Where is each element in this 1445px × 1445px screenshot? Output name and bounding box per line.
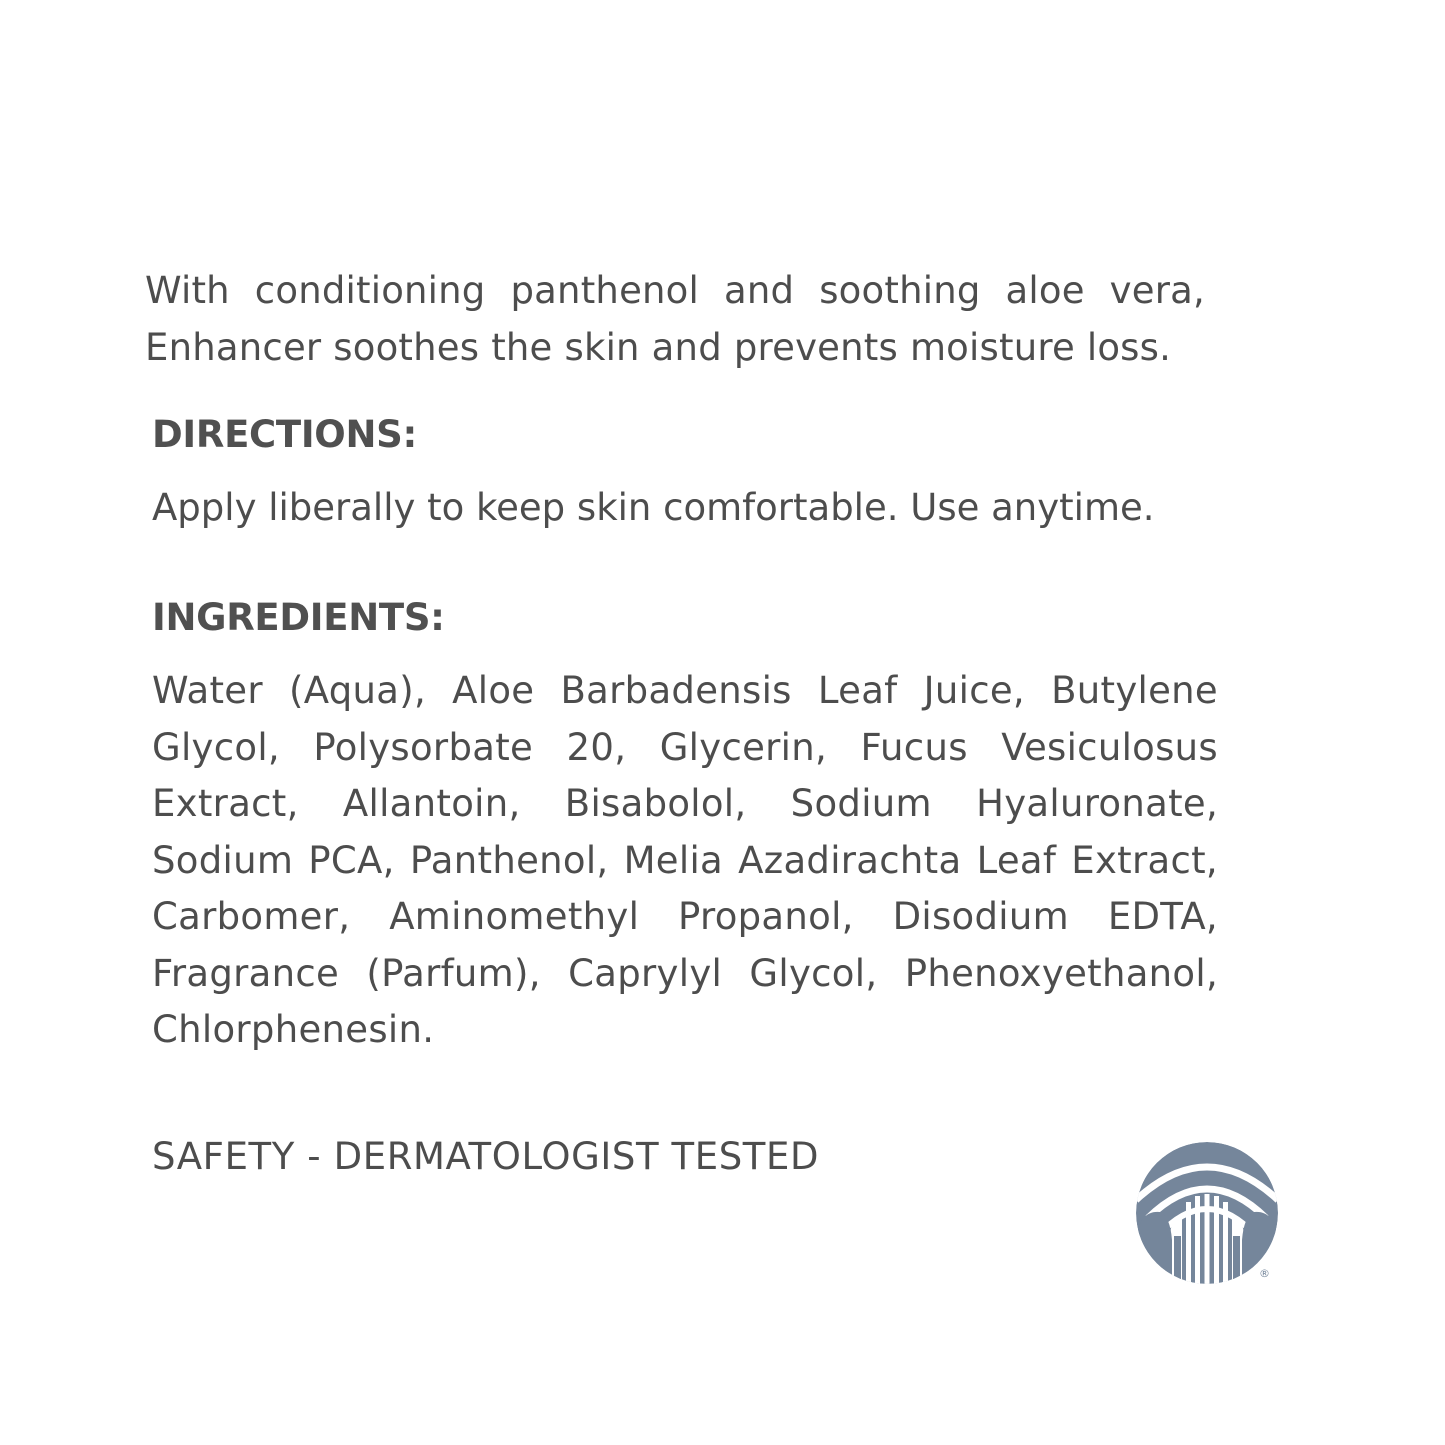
- product-description: With conditioning panthenol and soothing aloe vera, Enhancer soothes the skin and prevents moisture loss.: [145, 269, 1205, 369]
- ingredients-heading: INGREDIENTS:: [152, 596, 445, 639]
- ingredients-list: Water (Aqua), Aloe Barbadensis Leaf Juice, Butylene Glycol, Polysorbate 20, Glycerin, Fucus Vesiculosus Extract, Allantoin, Bisabolol, Sodium Hyaluronate, Sodium PCA, Panthenol, Melia Azadirachta Leaf Extract, Carbomer, Aminomethyl Propanol, Disodium EDTA, Fragrance (Parfum), Caprylyl Glycol, Phenoxyethanol, Chlorphenesin.: [152, 669, 1218, 1051]
- safety-statement: SAFETY - DERMATOLOGIST TESTED: [152, 1135, 820, 1178]
- fountain-logo-icon: [1134, 1140, 1280, 1286]
- registered-trademark: ®: [1259, 1267, 1270, 1280]
- directions-text: Apply liberally to keep skin comfortable. Use anytime.: [152, 486, 1155, 529]
- directions-heading: DIRECTIONS:: [152, 413, 417, 456]
